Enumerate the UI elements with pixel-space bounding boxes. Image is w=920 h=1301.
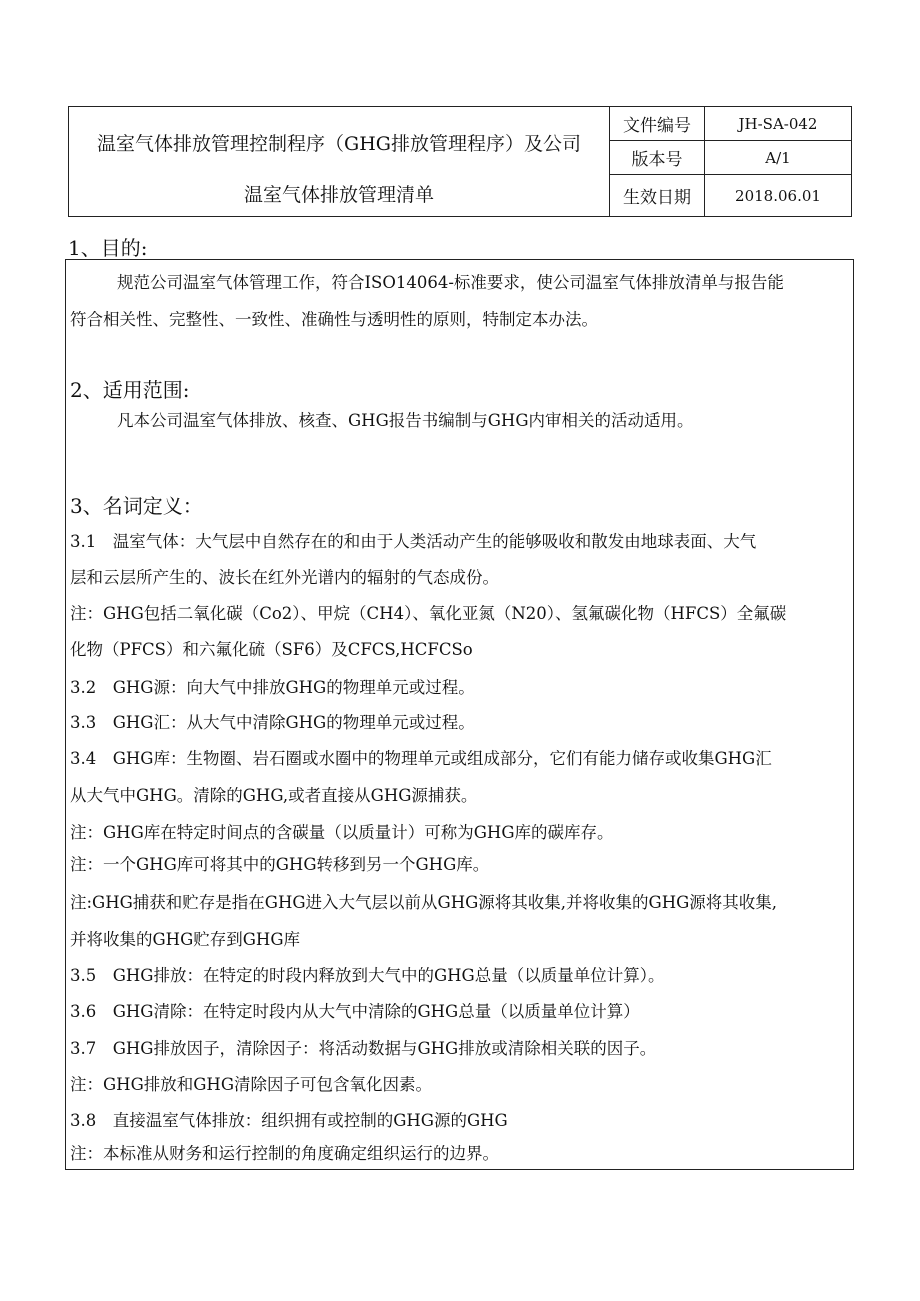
definition-line: 3.5 GHG排放：在特定的时段内释放到大气中的GHG总量（以质量单位计算）。 <box>70 966 665 985</box>
meta-label: 生效日期 <box>610 175 705 216</box>
document-header <box>68 106 852 217</box>
definition-line: 3.6 GHG清除：在特定时段内从大气中清除的GHG总量（以质量单位计算） <box>70 1002 640 1021</box>
meta-row-doc-number <box>610 107 851 141</box>
definition-line: 并将收集的GHG贮存到GHG库 <box>70 930 301 949</box>
definition-line: 注:GHG捕获和贮存是指在GHG进入大气层以前从GHG源将其收集,并将收集的GHG源将其收集, <box>70 893 778 912</box>
meta-value: JH-SA-042 <box>738 114 818 133</box>
definition-line: 3.7 GHG排放因子，清除因子：将活动数据与GHG排放或清除相关联的因子。 <box>70 1039 657 1058</box>
section-1-line: 符合相关性、完整性、一致性、准确性与透明性的原则，特制定本办法。 <box>70 310 598 329</box>
section-2-title: 2、适用范围: <box>70 378 190 402</box>
definition-line: 3.2 GHG源：向大气中排放GHG的物理单元或过程。 <box>70 678 475 697</box>
definition-line: 注：本标准从财务和运行控制的角度确定组织运行的边界。 <box>70 1144 499 1163</box>
definition-line: 注：GHG排放和GHG清除因子可包含氧化因素。 <box>70 1075 433 1094</box>
meta-value: 2018.06.01 <box>735 186 821 205</box>
section-3-title: 3、名词定义： <box>70 494 203 518</box>
section-1-title: 1、目的: <box>68 236 148 260</box>
title-line-2: 温室气体排放管理清单 <box>243 184 434 206</box>
definition-line: 从大气中GHG。清除的GHG,或者直接从GHG源捕获。 <box>70 786 478 805</box>
definition-line: 注：一个GHG库可将其中的GHG转移到另一个GHG库。 <box>70 855 490 874</box>
definition-line: 注：GHG包括二氧化碳（Co2）、甲烷（CH4）、氧化亚氮（N20）、氢氟碳化物（HFCS）全氟碳 <box>70 604 787 623</box>
meta-label: 文件编号 <box>610 107 705 140</box>
section-2-line: 凡本公司温室气体排放、核查、GHG报告书编制与GHG内审相关的活动适用。 <box>117 411 694 430</box>
definition-line: 注：GHG库在特定时间点的含碳量（以质量计）可称为GHG库的碳库存。 <box>70 823 614 842</box>
meta-value: A/1 <box>765 148 791 167</box>
definition-line: 3.3 GHG汇：从大气中清除GHG的物理单元或过程。 <box>70 713 475 732</box>
definition-line: 化物（PFCS）和六氟化硫（SF6）及CFCS,HCFCSo <box>70 640 473 659</box>
definition-line: 3.8 直接温室气体排放：组织拥有或控制的GHG源的GHG <box>70 1111 508 1130</box>
meta-label: 版本号 <box>610 141 705 174</box>
section-1-line: 规范公司温室气体管理工作，符合ISO14064-标准要求，使公司温室气体排放清单与报告能 <box>117 273 784 292</box>
meta-row-effective-date <box>610 175 851 216</box>
definition-line: 层和云层所产生的、波长在红外光谱内的辐射的气态成份。 <box>70 568 499 587</box>
meta-row-version <box>610 141 851 175</box>
definition-line: 3.1 温室气体：大气层中自然存在的和由于人类活动产生的能够吸收和散发由地球表面、大气 <box>70 532 757 551</box>
definition-line: 3.4 GHG库：生物圈、岩石圈或水圈中的物理单元或组成部分，它们有能力储存或收集GHG汇 <box>70 749 772 768</box>
title-line-1: 温室气体排放管理控制程序（GHG排放管理程序）及公司 <box>97 133 581 155</box>
document-title <box>69 107 610 216</box>
